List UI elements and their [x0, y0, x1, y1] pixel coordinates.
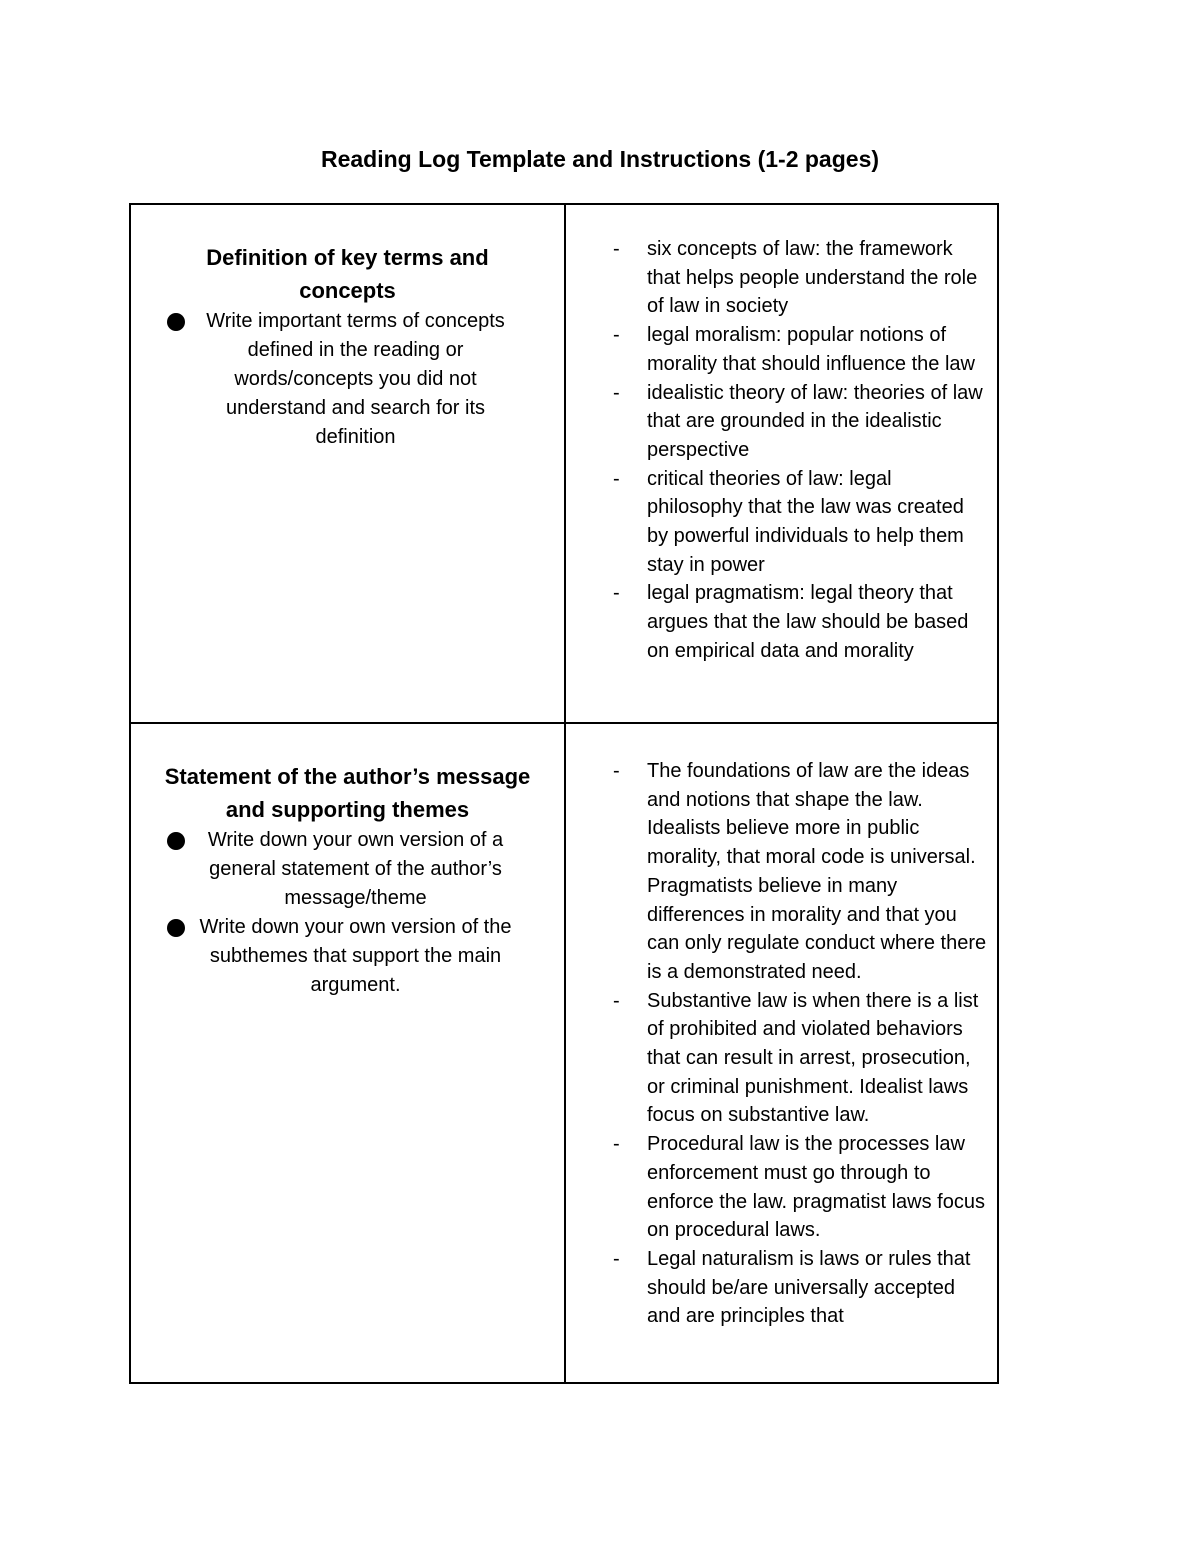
bullet-icon — [167, 832, 185, 850]
table-row-key-terms — [131, 205, 997, 722]
list-item — [566, 465, 987, 580]
prompt-cell-key-terms — [131, 205, 566, 722]
dash-marker: - — [613, 1133, 620, 1156]
author-message-list — [566, 757, 987, 1331]
entry-text: legal pragmatism: legal theory that argues that the law should be based on empirical data and morality — [647, 582, 969, 662]
entry-text: Procedural law is the processes law enforcement must go through to enforce the law. pragmatist laws focus on procedural laws. — [647, 1133, 985, 1242]
list-item — [566, 1245, 987, 1331]
dash-marker: - — [613, 324, 620, 347]
instruction-text: Write down your own version of a general statement of the author’s message/theme — [207, 829, 504, 909]
bullet-icon — [167, 919, 185, 937]
dash-marker: - — [613, 1247, 620, 1270]
response-cell-key-terms — [566, 205, 997, 722]
entry-text: critical theories of law: legal philosophy that the law was created by powerful individuals to help them stay in power — [647, 467, 964, 576]
entry-text: legal moralism: popular notions of morality that should influence the law — [647, 324, 975, 375]
list-item — [566, 379, 987, 465]
instruction-text: Write down your own version of the subthemes that support the main argument. — [199, 916, 512, 996]
prompt-cell-author-message — [131, 724, 566, 1382]
dash-marker: - — [613, 989, 620, 1012]
author-message-heading: Statement of the author’s message and supporting themes — [164, 764, 531, 822]
key-terms-list — [566, 235, 987, 666]
list-item — [566, 757, 987, 987]
table-row-author-message — [131, 722, 997, 1382]
entry-text: The foundations of law are the ideas and notions that shape the law. Idealists believe more in public morality, that moral code is universal. Pragmatists believe in many differences in morality and that you can only regulate conduct where there is a demonstrated need. — [647, 760, 987, 983]
key-terms-instructions — [145, 307, 550, 452]
entry-text: six concepts of law: the framework that helps people understand the role of law in society — [647, 238, 978, 318]
key-terms-heading: Definition of key terms and concepts — [206, 245, 489, 303]
author-message-instructions — [145, 826, 550, 1000]
response-cell-author-message — [566, 724, 997, 1382]
instruction-item — [145, 913, 550, 1000]
instruction-item — [145, 826, 550, 913]
instruction-item — [145, 307, 550, 452]
list-item — [566, 321, 987, 378]
list-item — [566, 579, 987, 665]
list-item — [566, 1130, 987, 1245]
reading-log-table — [129, 203, 999, 1384]
entry-text: Legal naturalism is laws or rules that should be/are universally accepted and are principles that — [647, 1247, 971, 1328]
dash-marker: - — [613, 467, 620, 490]
dash-marker: - — [613, 381, 620, 404]
instruction-text: Write important terms of concepts defined in the reading or words/concepts you did not understand and search for its definition — [206, 310, 505, 448]
page-title: Reading Log Template and Instructions (1-2 pages) — [320, 146, 880, 172]
entry-text: idealistic theory of law: theories of law that are grounded in the idealistic perspective — [647, 381, 983, 461]
entry-text: Substantive law is when there is a list of prohibited and violated behaviors that can result in arrest, prosecution, or criminal punishment. Idealist laws focus on substantive law. — [647, 989, 979, 1127]
list-item — [566, 987, 987, 1131]
dash-marker: - — [613, 760, 620, 782]
dash-marker: - — [613, 582, 620, 605]
list-item — [566, 235, 987, 321]
bullet-icon — [167, 313, 185, 331]
dash-marker: - — [613, 238, 620, 260]
